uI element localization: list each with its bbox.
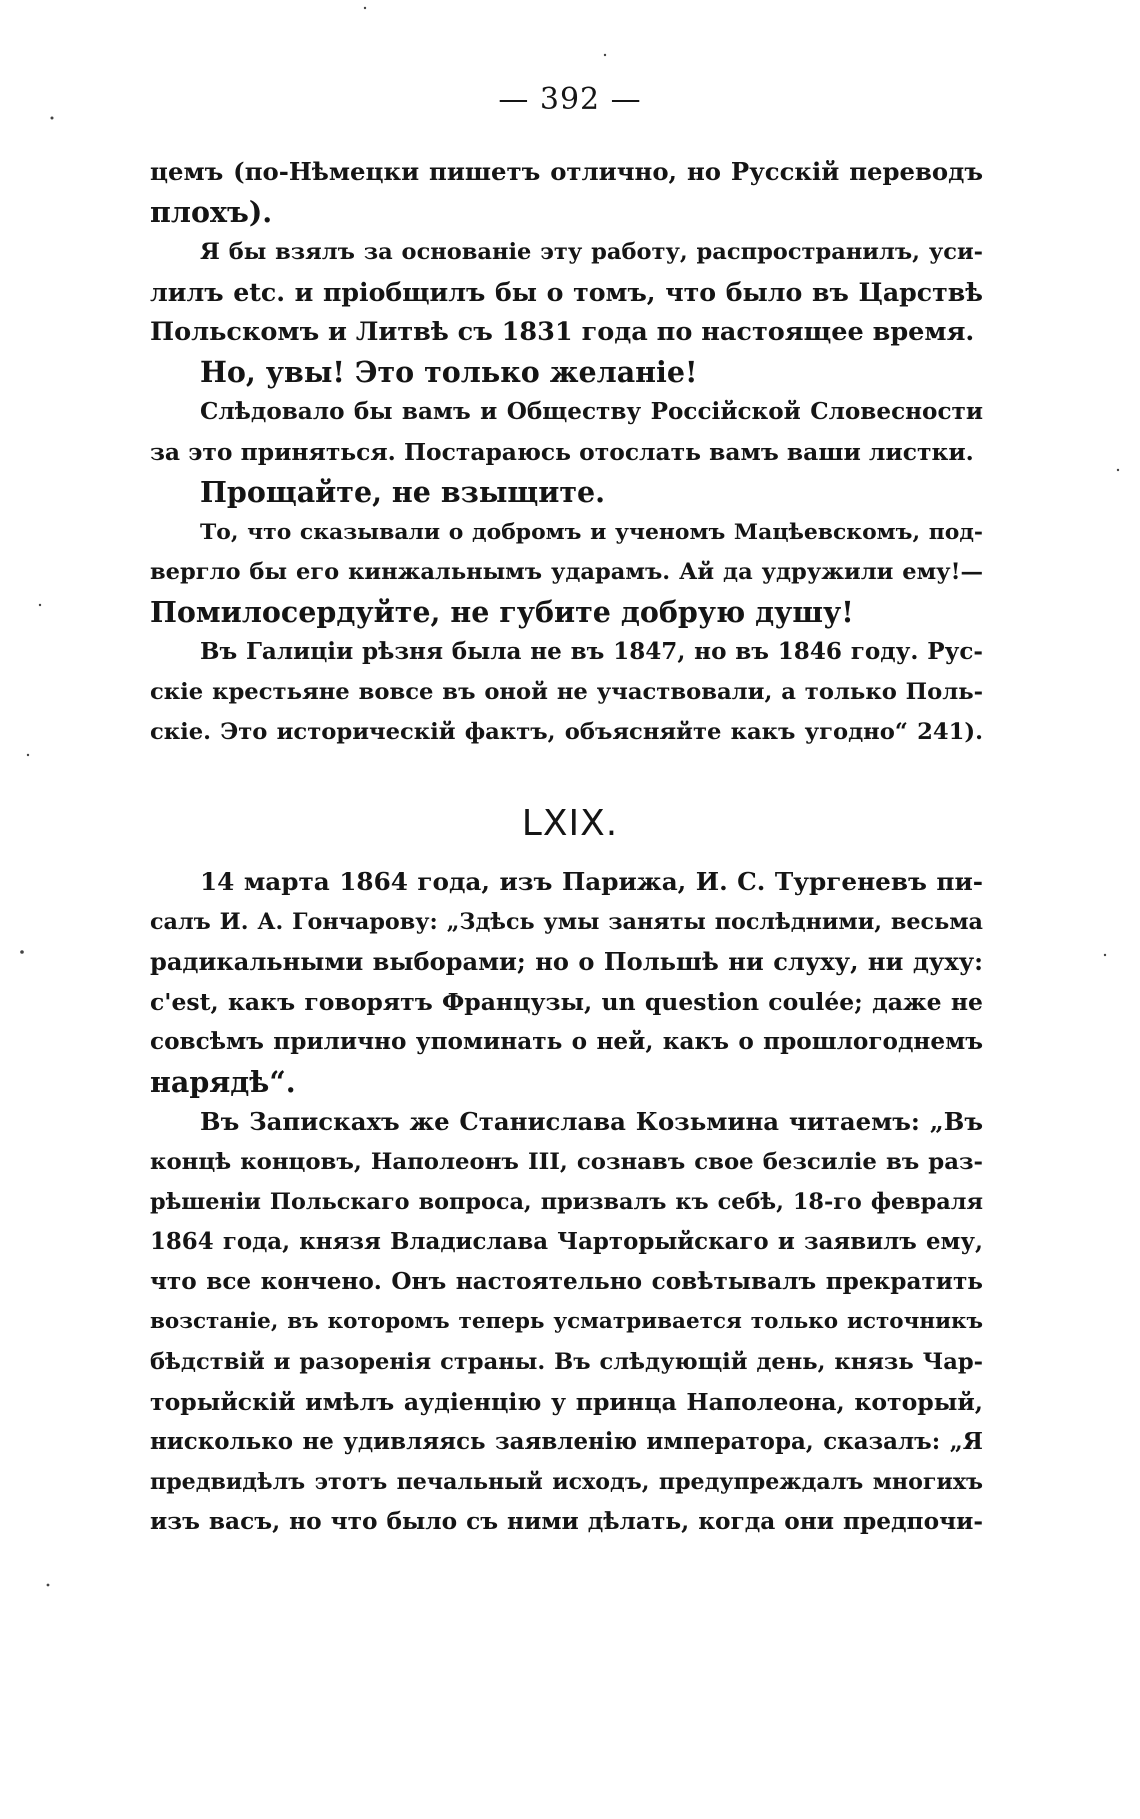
text-line: бѣдствій и разоренія страны. Въ слѣдующій день, князь Чар-: [150, 1349, 983, 1375]
speck: [20, 950, 24, 954]
text-line: Помилосердуйте, не губите добрую душу!: [150, 595, 854, 629]
text-line: цемъ (по-Нѣмецки пишетъ отлично, но Русскій переводъ: [150, 157, 983, 186]
text-line: Въ Запискахъ же Станислава Козьмина читаемъ: „Въ: [200, 1107, 983, 1136]
text-line: возстаніе, въ которомъ теперь усматривается только источникъ: [150, 1309, 983, 1334]
speck: [1117, 469, 1119, 471]
text-line: скіе крестьяне вовсе въ оной не участвовали, а только Поль-: [150, 679, 983, 705]
text-line: 1864 года, князя Владислава Чарторыйскаго и заявилъ ему,: [150, 1229, 983, 1255]
text-line: совсѣмъ прилично упоминать о ней, какъ о прошлогоднемъ: [150, 1028, 983, 1055]
text-line: предвидѣлъ этотъ печальный исходъ, предупреждалъ многихъ: [150, 1469, 983, 1495]
text-line: скіе. Это историческій фактъ, объясняйте какъ угодно“ 241).: [150, 719, 983, 745]
text-line: лилъ etc. и пріобщилъ бы о томъ, что было въ Царствѣ: [150, 277, 983, 307]
text-line: 14 марта 1864 года, изъ Парижа, И. С. Тургеневъ пи-: [200, 867, 983, 896]
text-line: Польскомъ и Литвѣ съ 1831 года по настоящее время.: [150, 317, 975, 347]
text-line: за это приняться. Постараюсь отослать вамъ ваши листки.: [150, 438, 974, 466]
speck: [39, 604, 41, 606]
text-line: изъ васъ, но что было съ ними дѣлать, когда они предпочи-: [150, 1508, 983, 1535]
text-line: нисколько не удивляясь заявленію императора, сказалъ: „Я: [150, 1428, 983, 1455]
speck: [47, 1584, 50, 1587]
section-heading: LXIX.: [521, 803, 619, 844]
text-line: радикальными выборами; но о Польшѣ ни слуху, ни духу:: [150, 947, 983, 976]
text-line: Я бы взялъ за основаніе эту работу, распространилъ, уси-: [200, 239, 983, 265]
text-line: Прощайте, не взыщите.: [200, 475, 606, 509]
speck: [604, 54, 606, 56]
text-line: салъ И. А. Гончарову: „Здѣсь умы заняты послѣдними, весьма: [150, 909, 983, 935]
page-number: — 392 —: [498, 82, 642, 117]
text-line: торыйскій имѣлъ аудіенцію у принца Наполеона, который,: [150, 1388, 983, 1416]
text-line: нарядѣ“.: [150, 1065, 296, 1099]
speck: [364, 7, 366, 9]
speck: [27, 754, 29, 756]
text-line: плохъ).: [150, 195, 273, 229]
speck: [1104, 954, 1106, 956]
text-line: Въ Галиціи рѣзня была не въ 1847, но въ 1846 году. Рус-: [200, 638, 983, 665]
text-line: c'est, какъ говорятъ Французы, un question coulée; даже не: [150, 988, 983, 1016]
text-line: Но, увы! Это только желаніе!: [200, 355, 698, 389]
text-line: То, что сказывали о добромъ и ученомъ Мацѣевскомъ, под-: [200, 519, 983, 545]
top-text-section: [150, 152, 983, 752]
text-line: вергло бы его кинжальнымъ ударамъ. Ай да удружили ему!—: [150, 559, 983, 585]
text-line: Слѣдовало бы вамъ и Обществу Россійской Словесности: [200, 398, 983, 425]
text-line: что все кончено. Онъ настоятельно совѣтывалъ прекратить: [150, 1268, 983, 1295]
text-line: концѣ концовъ, Наполеонъ III, сознавъ свое безсиліе въ раз-: [150, 1149, 983, 1175]
bottom-text-section: [150, 862, 983, 1542]
text-line: рѣшеніи Польскаго вопроса, призвалъ къ себѣ, 18-го февраля: [150, 1189, 983, 1215]
